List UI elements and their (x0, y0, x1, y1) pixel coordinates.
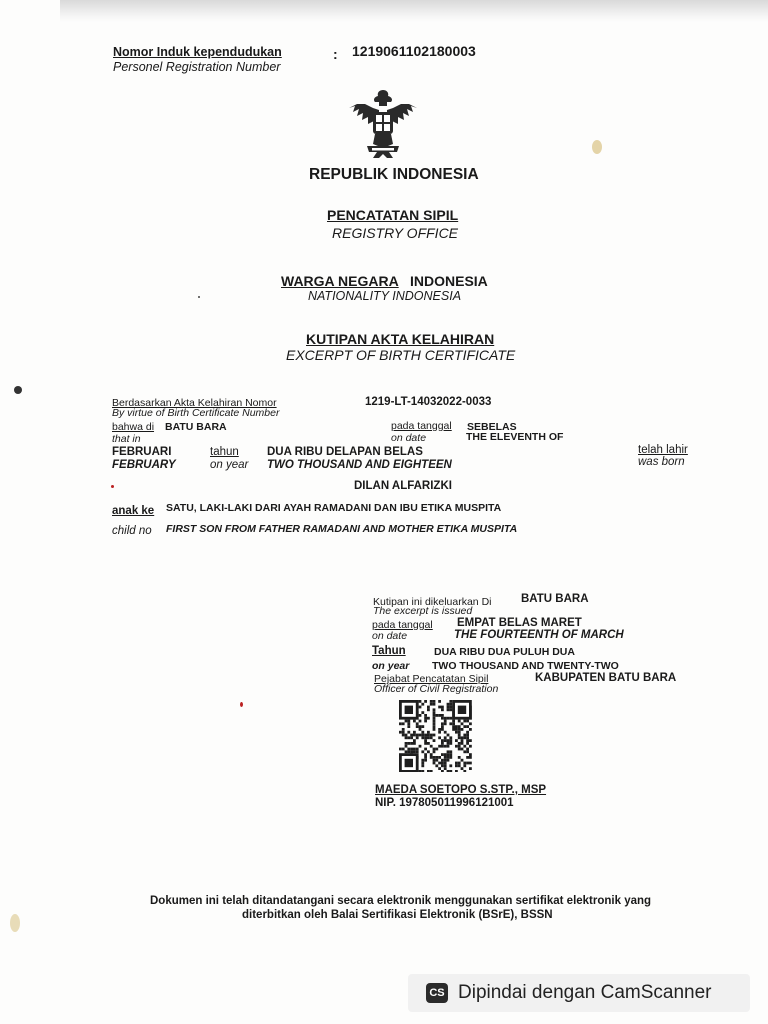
document-title-en: EXCERPT OF BIRTH CERTIFICATE (286, 347, 516, 363)
basis-label: Berdasarkan Akta Kelahiran Nomor (112, 397, 277, 409)
issue-year-value: DUA RIBU DUA PULUH DUA (434, 646, 575, 658)
office-title: PENCATATAN SIPIL (327, 207, 459, 223)
issued-label: Kutipan ini dikeluarkan Di (373, 596, 492, 608)
birth-year-value: DUA RIBU DELAPAN BELAS (267, 446, 423, 458)
scan-speck (198, 296, 200, 298)
birth-month: FEBRUARI (112, 446, 172, 458)
scan-edge-shadow (60, 0, 768, 22)
signer-name: MAEDA SOETOPO S.STP., MSP (375, 784, 547, 796)
scan-speck (111, 485, 114, 488)
issue-year-label-en: on year (372, 660, 410, 672)
e-signature-note-line1: Dokumen ini telah ditandatangani secara elektronik menggunakan sertifikat elektronik yang (150, 895, 652, 907)
issue-date-value-en: THE FOURTEENTH OF MARCH (454, 629, 624, 641)
birth-date-value-en: THE ELEVENTH OF (466, 431, 564, 443)
birth-date-value: SEBELAS (467, 421, 517, 433)
camscanner-logo-icon: CS (426, 983, 448, 1003)
scan-speck (10, 914, 20, 932)
scan-speck (240, 702, 243, 707)
issue-year-label: Tahun (372, 645, 406, 657)
nationality-value: INDONESIA (410, 273, 488, 289)
issue-year-value-en: TWO THOUSAND AND TWENTY-TWO (432, 660, 619, 672)
birth-year-value-en: TWO THOUSAND AND EIGHTEEN (267, 459, 452, 471)
birth-year-label: tahun (210, 446, 239, 458)
nik-label-en: Personel Registration Number (113, 60, 281, 74)
country-title: REPUBLIK INDONESIA (309, 166, 479, 183)
basis-label-en: By virtue of Birth Certificate Number (112, 407, 280, 419)
nationality-en: NATIONALITY INDONESIA (308, 289, 462, 303)
issue-date-value: EMPAT BELAS MARET (457, 617, 582, 629)
officer-label-en: Officer of Civil Registration (374, 683, 499, 695)
place-label-en: that in (112, 433, 141, 445)
child-number-value-en: FIRST SON FROM FATHER RAMADANI AND MOTHER ETIKA MUSPITA (166, 523, 518, 535)
issue-date-label-en: on date (372, 630, 408, 642)
issued-place: BATU BARA (521, 593, 589, 605)
born-label-en: was born (638, 456, 685, 468)
certificate-number: 1219-LT-14032022-0033 (365, 396, 492, 408)
e-signature-note-line2: diterbitkan oleh Balai Sertifikasi Elektronik (BSrE), BSSN (242, 909, 553, 921)
born-label: telah lahir (638, 444, 688, 456)
child-name: DILAN ALFARIZKI (354, 480, 452, 492)
document-title: KUTIPAN AKTA KELAHIRAN (306, 331, 495, 347)
issue-date-label: pada tanggal (372, 619, 433, 631)
child-number-label-en: child no (112, 525, 152, 537)
qr-code-icon (399, 700, 475, 772)
scan-speck (592, 140, 602, 154)
nik-value: 1219061102180003 (352, 43, 476, 59)
signer-nip: NIP. 197805011996121001 (375, 797, 514, 809)
birth-date-label-en: on date (391, 432, 427, 444)
birth-month-en: FEBRUARY (112, 459, 176, 471)
camscanner-text: Dipindai dengan CamScanner (458, 982, 712, 1003)
nationality-label: WARGA NEGARA (281, 273, 399, 289)
scan-speck (14, 386, 22, 394)
officer-label: Pejabat Pencatatan Sipil (374, 673, 489, 685)
nik-colon: : (333, 46, 338, 62)
child-number-value: SATU, LAKI-LAKI DARI AYAH RAMADANI DAN IBU ETIKA MUSPITA (166, 502, 502, 514)
office-title-en: REGISTRY OFFICE (332, 225, 459, 241)
child-number-label: anak ke (112, 505, 155, 517)
birth-date-label: pada tanggal (391, 420, 452, 432)
birth-year-label-en: on year (210, 459, 249, 471)
issued-label-en: The excerpt is issued (373, 605, 473, 617)
camscanner-watermark (408, 974, 750, 1012)
place-label: bahwa di (112, 421, 155, 433)
place-value: BATU BARA (165, 421, 227, 433)
nik-label: Nomor Induk kependudukan (113, 45, 282, 59)
garuda-emblem-icon (343, 86, 423, 160)
officer-value: KABUPATEN BATU BARA (535, 672, 677, 684)
